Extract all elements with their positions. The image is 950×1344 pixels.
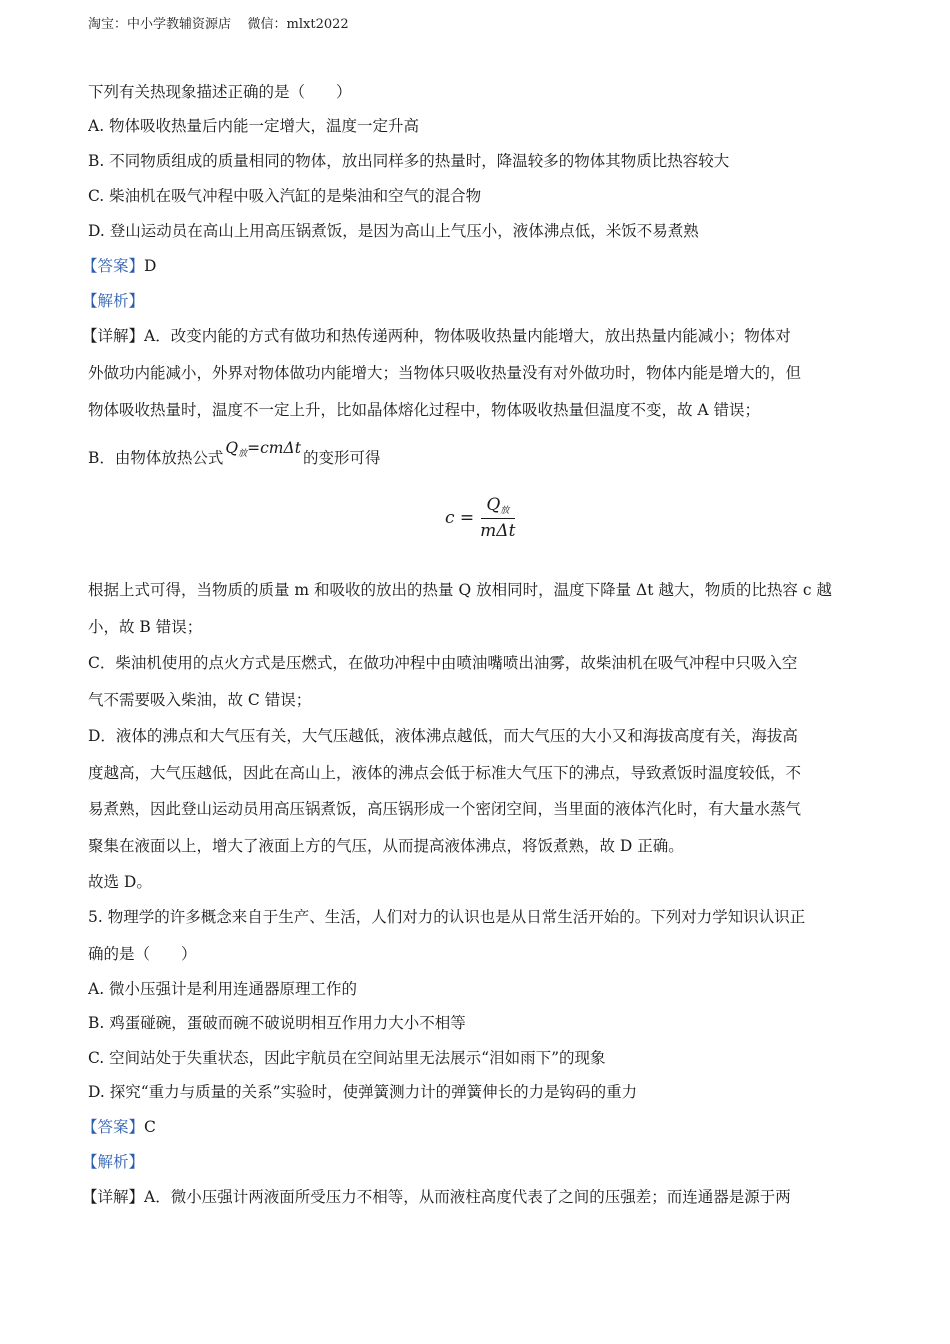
specific-heat-fraction [445,495,515,541]
q4-answer [82,254,156,278]
q5-stem-line-2: 确的是（ ） [88,945,197,963]
answer-value: D [144,257,157,275]
q4-detail-b2-line-2: 小，故 B 错误； [88,618,203,636]
frac-num-q: Q [486,495,501,515]
wechat-id: 微信：mlxt2022 [247,17,349,32]
frac-denominator: mΔt [480,521,516,541]
q5-analysis-label: 【解析】 [82,1153,145,1171]
q4-detail-a-line-2: 外做功内能减小，外界对物体做功内能增大；当物体只吸收热量没有对外做功时，物体内能是增大的，但 [88,364,802,382]
q4-detail-c-line-2: 气不需要吸入柴油，故 C 错误； [88,691,312,709]
q4-detail-a-line-1 [82,324,791,348]
q4-detail-a-line-3: 物体吸收热量时，温度不一定上升，比如晶体熔化过程中，物体吸收热量但温度不变，故 A 错误； [88,401,761,419]
formula-rhs: =cmΔt [247,439,301,457]
detail-text: A．改变内能的方式有做功和热传递两种，物体吸收热量内能增大，放出热量内能减小；物体对 [144,327,791,345]
frac-num-sub: 放 [500,506,510,516]
heat-formula [225,436,301,466]
formula-q: Q [225,439,239,457]
q5-option-d: D. 探究“重力与质量的关系”实验时，使弹簧测力计的弹簧伸长的力是钩码的重力 [88,1083,638,1101]
q4-analysis-label: 【解析】 [82,292,145,310]
detail-label: 【详解】 [82,327,145,345]
q4-option-c: C. 柴油机在吸气冲程中吸入汽缸的是柴油和空气的混合物 [88,187,482,205]
q4-detail-d-line-3: 易煮熟，因此登山运动员用高压锅煮饭，高压锅形成一个密闭空间，当里面的液体汽化时，有大量水蒸气 [88,800,802,818]
answer-value: C [144,1118,156,1136]
q4-detail-d-line-2: 度越高，大气压越低，因此在高山上，液体的沸点会低于标准大气压下的沸点，导致煮饭时温度较低，不 [88,764,802,782]
fraction-bar [481,518,515,519]
q4-detail-d-line-1: D．液体的沸点和大气压有关，大气压越低，液体沸点越低，而大气压的大小又和海拔高度有关，海拔高 [88,727,798,745]
q4-detail-c-line-1: C．柴油机使用的点火方式是压燃式，在做功冲程中由喷油嘴喷出油雾，故柴油机在吸气冲程中只吸入空 [88,654,798,672]
detail-b-post: 的变形可得 [302,449,381,467]
q4-detail-d-line-4: 聚集在液面以上，增大了液面上方的气压，从而提高液体沸点，将饭煮熟，故 D 正确。 [88,837,684,855]
q4-conclusion: 故选 D。 [88,873,152,891]
q4-option-b: B. 不同物质组成的质量相同的物体，放出同样多的热量时，降温较多的物体其物质比热容较大 [88,152,730,170]
answer-label: 【答案】 [82,1118,145,1136]
formula-q-sub: 放 [238,449,248,459]
watermark-header [88,13,349,32]
q5-stem-line-1: 5. 物理学的许多概念来自于生产、生活，人们对力的认识也是从日常生活开始的。下列对力学知识认识正 [88,908,806,926]
detail-label: 【详解】 [82,1188,145,1206]
q5-answer [82,1115,156,1139]
q4-detail-b-line-1 [88,439,381,476]
q5-option-b: B. 鸡蛋碰碗，蛋破而碗不破说明相互作用力大小不相等 [88,1014,466,1032]
q5-detail-a [82,1185,791,1209]
detail-b-pre: B．由物体放热公式 [88,449,224,467]
frac-box [480,495,515,541]
q5-option-a: A. 微小压强计是利用连通器原理工作的 [88,980,358,998]
answer-label: 【答案】 [82,257,145,275]
shop-name: 淘宝：中小学教辅资源店 [88,17,232,32]
detail-text: A．微小压强计两液面所受压力不相等，从而液柱高度代表了之间的压强差；而连通器是源于两 [144,1188,791,1206]
q4-option-d: D. 登山运动员在高山上用高压锅煮饭，是因为高山上气压小，液体沸点低，米饭不易煮熟 [88,222,699,240]
frac-numerator [484,495,511,516]
q4-option-a: A. 物体吸收热量后内能一定增大，温度一定升高 [88,117,420,135]
frac-lhs: c = [445,508,475,528]
q5-option-c: C. 空间站处于失重状态，因此宇航员在空间站里无法展示“泪如雨下”的现象 [88,1049,606,1067]
q4-detail-b2-line-1: 根据上式可得，当物质的质量 m 和吸收的放出的热量 Q 放相同时，温度下降量 Δt 越大，物质的比热容 c 越 [88,581,832,599]
q4-stem: 下列有关热现象描述正确的是（ ） [88,83,352,101]
